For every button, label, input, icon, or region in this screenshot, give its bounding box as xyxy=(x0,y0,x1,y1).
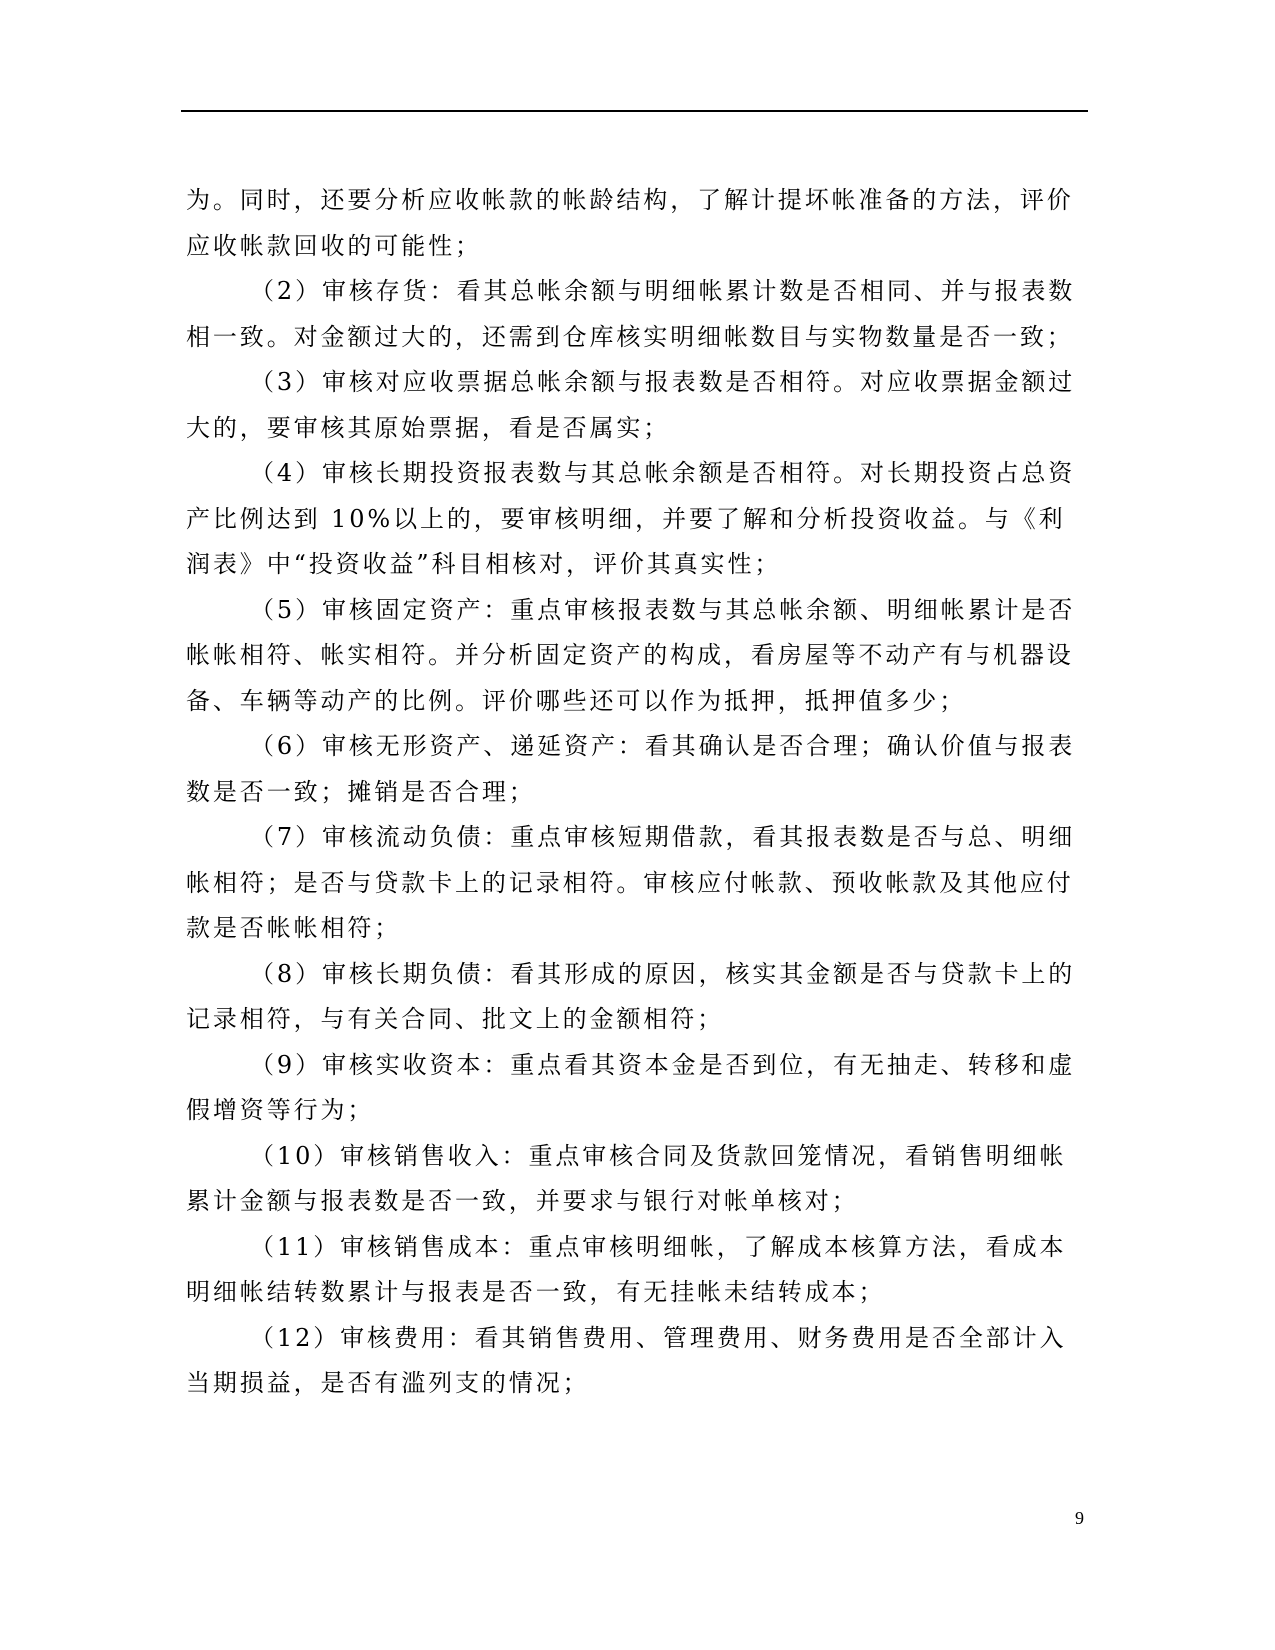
text-line: 帐相符；是否与贷款卡上的记录相符。审核应付帐款、预收帐款及其他应付 xyxy=(186,868,1074,897)
text-line: 累计金额与报表数是否一致，并要求与银行对帐单核对； xyxy=(186,1187,859,1215)
text-line: 数是否一致；摊销是否合理； xyxy=(186,777,536,806)
text-line: 明细帐结转数累计与报表是否一致，有无挂帐未结转成本； xyxy=(186,1278,886,1306)
document-body xyxy=(186,178,1088,1407)
text-line: （5）审核固定资产：重点审核报表数与其总帐余额、明细帐累计是否 xyxy=(250,595,1076,624)
text-line: （8）审核长期负债：看其形成的原因，核实其金额是否与贷款卡上的 xyxy=(250,959,1076,988)
page-number: 9 xyxy=(1075,1508,1084,1528)
text-line: 为。同时，还要分析应收帐款的帐龄结构，了解计提坏帐准备的方法，评价 xyxy=(186,186,1074,214)
text-line: 大的，要审核其原始票据，看是否属实； xyxy=(186,413,671,442)
text-line: （7）审核流动负债：重点审核短期借款，看其报表数是否与总、明细 xyxy=(250,823,1076,851)
text-line: 记录相符，与有关合同、批文上的金额相符； xyxy=(186,1005,724,1033)
header-rule xyxy=(181,110,1088,112)
text-line: 备、车辆等动产的比例。评价哪些还可以作为抵押，抵押值多少； xyxy=(186,686,967,715)
paragraph-expenses xyxy=(186,1316,1088,1407)
text-line: 润表》中“投资收益”科目相核对，评价其真实性； xyxy=(186,550,782,578)
paragraph-cost-of-sales xyxy=(186,1225,1088,1316)
text-line: （10）审核销售收入：重点审核合同及货款回笼情况，看销售明细帐 xyxy=(250,1141,1067,1170)
text-line: （9）审核实收资本：重点看其资本金是否到位，有无抽走、转移和虚 xyxy=(250,1050,1076,1079)
paragraph-continuation xyxy=(186,178,1088,269)
text-line: （6）审核无形资产、递延资产：看其确认是否合理；确认价值与报表 xyxy=(250,732,1076,760)
paragraph-inventory xyxy=(186,269,1088,360)
text-line: （2）审核存货：看其总帐余额与明细帐累计数是否相同、并与报表数 xyxy=(250,277,1076,305)
text-line: 应收帐款回收的可能性； xyxy=(186,231,482,260)
text-line: 当期损益，是否有滥列支的情况； xyxy=(186,1369,590,1397)
text-line: 假增资等行为； xyxy=(186,1096,375,1124)
text-line: 相一致。对金额过大的，还需到仓库核实明细帐数目与实物数量是否一致； xyxy=(186,322,1074,351)
text-line: 帐帐相符、帐实相符。并分析固定资产的构成，看房屋等不动产有与机器设 xyxy=(186,641,1074,669)
paragraph-notes-receivable xyxy=(186,360,1088,451)
paragraph-current-liabilities xyxy=(186,815,1088,952)
paragraph-intangible-assets xyxy=(186,724,1088,815)
paragraph-paid-in-capital xyxy=(186,1043,1088,1134)
paragraph-long-term-investment xyxy=(186,451,1088,588)
text-line: （4）审核长期投资报表数与其总帐余额是否相符。对长期投资占总资 xyxy=(250,459,1076,487)
paragraph-fixed-assets xyxy=(186,588,1088,725)
text-line: （3）审核对应收票据总帐余额与报表数是否相符。对应收票据金额过 xyxy=(250,368,1076,396)
paragraph-sales-revenue xyxy=(186,1134,1088,1225)
text-line: （12）审核费用：看其销售费用、管理费用、财务费用是否全部计入 xyxy=(250,1323,1067,1352)
paragraph-long-term-liabilities xyxy=(186,952,1088,1043)
text-line: （11）审核销售成本：重点审核明细帐，了解成本核算方法，看成本 xyxy=(250,1232,1067,1261)
text-line: 产比例达到 10%以上的，要审核明细，并要了解和分析投资收益。与《利 xyxy=(186,504,1066,533)
text-line: 款是否帐帐相符； xyxy=(186,914,402,942)
